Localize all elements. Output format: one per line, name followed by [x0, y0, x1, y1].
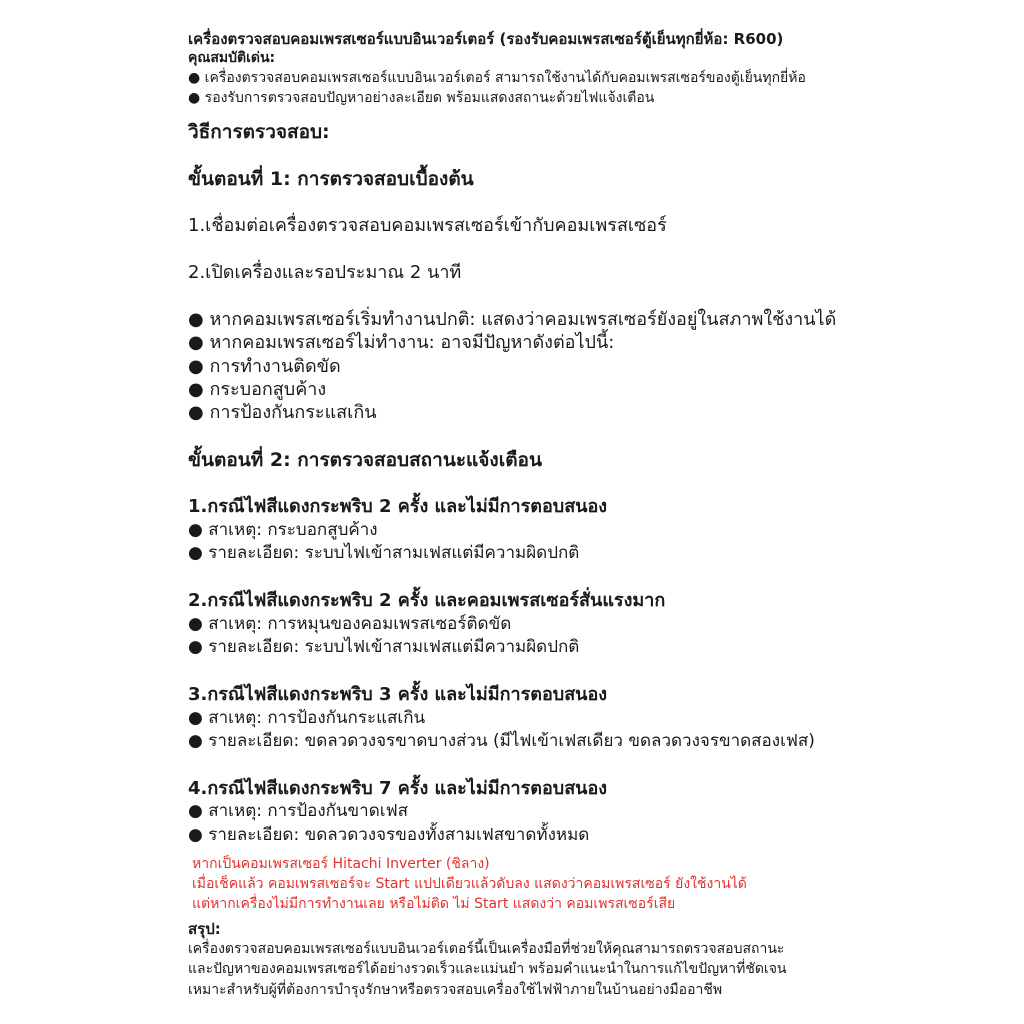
- page-title: เครื่องตรวจสอบคอมเพรสเซอร์แบบอินเวอร์เตอร์ (รองรับคอมเพรสเซอร์ตู้เย็นทุกยี่ห้อ: R600): [188, 30, 784, 48]
- case-cause: ● สาเหตุ: กระบอกสูบค้าง: [188, 520, 378, 541]
- step1-bullet: ● หากคอมเพรสเซอร์เริ่มทำงานปกติ: แสดงว่าคอมเพรสเซอร์ยังอยู่ในสภาพใช้งานได้: [188, 309, 836, 332]
- case-detail: ● รายละเอียด: ระบบไฟเข้าสามเฟสแต่มีความผิดปกติ: [188, 637, 579, 658]
- summary-line: และปัญหาของคอมเพรสเซอร์ได้อย่างรวดเร็วและแม่นยำ พร้อมคำแนะนำในการแก้ไขปัญหาที่ชัดเจน: [188, 961, 787, 977]
- case-detail: ● รายละเอียด: ระบบไฟเข้าสามเฟสแต่มีความผิดปกติ: [188, 543, 579, 564]
- features-heading: คุณสมบัติเด่น:: [188, 50, 276, 66]
- case-cause: ● สาเหตุ: การป้องกันขาดเฟส: [188, 801, 408, 822]
- case-detail: ● รายละเอียด: ขดลวดวงจรของทั้งสามเฟสขาดทั้งหมด: [188, 825, 589, 846]
- case-cause: ● สาเหตุ: การหมุนของคอมเพรสเซอร์ติดขัด: [188, 614, 511, 635]
- feature-item: ● รองรับการตรวจสอบปัญหาอย่างละเอียด พร้อมแสดงสถานะด้วยไฟแจ้งเตือน: [188, 90, 654, 108]
- summary-line: เหมาะสำหรับผู้ที่ต้องการบำรุงรักษาหรือตรวจสอบเครื่องใช้ไฟฟ้าภายในบ้านอย่างมืออาชีพ: [188, 982, 723, 998]
- feature-item: ● เครื่องตรวจสอบคอมเพรสเซอร์แบบอินเวอร์เตอร์ สามารถใช้งานได้กับคอมเพรสเซอร์ของตู้เย็นทุกยี่ห้อ: [188, 70, 806, 88]
- step1-bullet: ● การทำงานติดขัด: [188, 356, 341, 379]
- case-cause: ● สาเหตุ: การป้องกันกระแสเกิน: [188, 708, 425, 729]
- note-line: หากเป็นคอมเพรสเซอร์ Hitachi Inverter (ชิลาง): [192, 856, 490, 872]
- step1-instruction-2: 2.เปิดเครื่องและรอประมาณ 2 นาที: [188, 262, 462, 283]
- case-detail: ● รายละเอียด: ขดลวดวงจรขาดบางส่วน (มีไฟเข้าเฟสเดียว ขดลวดวงจรขาดสองเฟส): [188, 731, 815, 752]
- step1-bullet: ● การป้องกันกระแสเกิน: [188, 402, 377, 425]
- summary-line: เครื่องตรวจสอบคอมเพรสเซอร์แบบอินเวอร์เตอร์นี้เป็นเครื่องมือที่ช่วยให้คุณสามารถตรวจสอบสถานะ: [188, 941, 785, 957]
- case-title: 4.กรณีไฟสีแดงกระพริบ 7 ครั้ง และไม่มีการตอบสนอง: [188, 778, 608, 799]
- step2-heading: ขั้นตอนที่ 2: การตรวจสอบสถานะแจ้งเตือน: [188, 449, 542, 471]
- step1-bullet: ● กระบอกสูบค้าง: [188, 379, 326, 402]
- case-title: 2.กรณีไฟสีแดงกระพริบ 2 ครั้ง และคอมเพรสเซอร์สั่นแรงมาก: [188, 590, 666, 611]
- case-title: 1.กรณีไฟสีแดงกระพริบ 2 ครั้ง และไม่มีการตอบสนอง: [188, 496, 608, 517]
- method-heading: วิธีการตรวจสอบ:: [188, 121, 330, 143]
- step1-heading: ขั้นตอนที่ 1: การตรวจสอบเบื้องต้น: [188, 168, 474, 190]
- note-line: เมื่อเช็คแล้ว คอมเพรสเซอร์จะ Start แปปเดียวแล้วดับลง แสดงว่าคอมเพรสเซอร์ ยังใช้งานได้: [192, 876, 747, 892]
- summary-heading: สรุป:: [188, 920, 221, 938]
- step1-bullet: ● หากคอมเพรสเซอร์ไม่ทำงาน: อาจมีปัญหาดังต่อไปนี้:: [188, 332, 614, 355]
- case-title: 3.กรณีไฟสีแดงกระพริบ 3 ครั้ง และไม่มีการตอบสนอง: [188, 684, 608, 705]
- note-line: แต่หากเครื่องไม่มีการทำงานเลย หรือไม่ติด ไม่ Start แสดงว่า คอมเพรสเซอร์เสีย: [192, 896, 676, 912]
- step1-instruction-1: 1.เชื่อมต่อเครื่องตรวจสอบคอมเพรสเซอร์เข้ากับคอมเพรสเซอร์: [188, 215, 667, 236]
